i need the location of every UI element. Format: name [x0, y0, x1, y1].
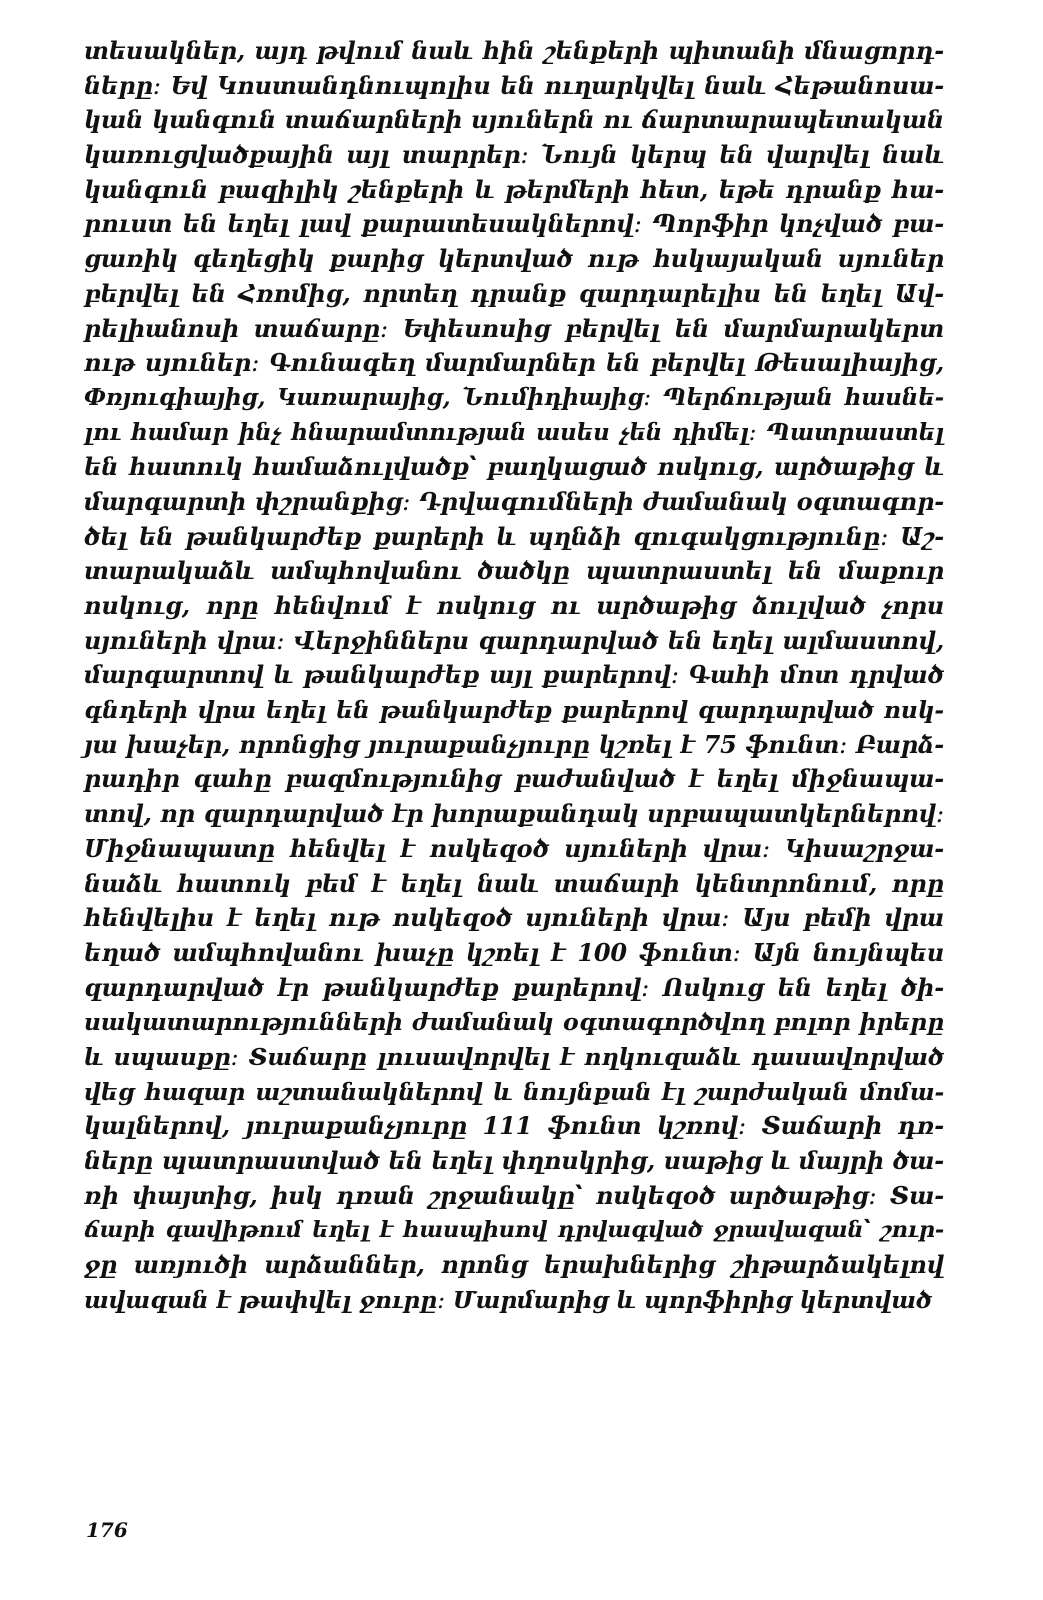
- text-line: կանգուն բազիլիկ շենքերի և թերմերի հետ, եթե դրանք հա-: [84, 174, 944, 204]
- text-line: Փռյուգիայից, Կառարայից, Նումիդիայից։ Պերճության հասնե-: [84, 383, 944, 411]
- text-line: գնդերի վրա եղել են թանկարժեք քարերով զարդարված ոսկ-: [84, 696, 944, 725]
- text-line: և սպասքը։ Տաճարը լուսավորվել է ողկուզաձև դասավորված: [84, 1042, 944, 1071]
- text-line: կառուցվածքային այլ տարրեր։ Նույն կերպ են վարվել նաև: [84, 140, 944, 170]
- text-line: կան կանգուն տաճարների սյուներն ու ճարտարապետական: [84, 105, 944, 135]
- text-line: րադիր գահը բազմությունից բաժանված է եղել միջնապա-: [84, 764, 944, 794]
- text-line: րուստ են եղել լավ քարատեսակներով։ Պորֆիր կոչված բա-: [84, 209, 944, 239]
- text-line: տարակաձև ամպհովանու ծածկը պատրաստել են մաքուր: [84, 556, 944, 586]
- text-line: են հատուկ համաձուլվածք՝ բաղկացած ոսկուց, արծաթից և: [84, 452, 944, 482]
- text-line: հենվելիս է եղել ութ ոսկեզօծ սյուների վրա։ Այս բեմի վրա: [84, 903, 944, 933]
- text-line: լու համար ինչ հնարամտության ասես չեն դիմել։ Պատրաստել: [84, 418, 944, 446]
- text-line: եղած ամպհովանու խաչը կշռել է 100 ֆունտ։ Այն նույնպես: [84, 937, 944, 967]
- text-line: Միջնապատը հենվել է ոսկեզօծ սյուների վրա։ Կիսաշրջա-: [84, 833, 944, 863]
- text-line: մարգարտով և թանկարժեք այլ քարերով։ Գահի մոտ դրված: [84, 660, 944, 690]
- text-line: սյուների վրա։ Վերջիններս զարդարված են եղել ալմաստով,: [84, 625, 944, 655]
- text-line: բերվել են Հռոմից, որտեղ դրանք զարդարելիս են եղել Ավ-: [84, 278, 944, 308]
- page-number: 176: [86, 1518, 128, 1542]
- text-line: կալներով, յուրաքանչյուրը 111 ֆունտ կշռով։ Տաճարի դռ-: [84, 1111, 944, 1141]
- text-line: զարդարված էր թանկարժեք քարերով։ Ոսկուց են եղել ծի-: [84, 972, 944, 1002]
- text-line: տով, որ զարդարված էր խորաքանդակ սրբապատկերներով։: [84, 799, 944, 829]
- text-line: մարգարտի փշրանքից։ Դրվագումների ժամանակ օգտագոր-: [84, 486, 944, 516]
- text-line: ռի փայտից, իսկ դռան շրջանակը՝ ոսկեզօծ արծաթից։ Տա-: [84, 1180, 944, 1210]
- text-line: ցառիկ գեղեցիկ քարից կերտված ութ հսկայական սյուներ: [84, 244, 944, 274]
- text-line: ծել են թանկարժեք քարերի և պղնձի զուգակցությունը։ Աշ-: [84, 521, 944, 551]
- text-line: յա խաչեր, որոնցից յուրաքանչյուրը կշռել է 75 ֆունտ։ Բարձ-: [84, 729, 944, 759]
- text-line: վեց հազար աշտանակներով և նույնքան էլ շարժական մոմա-: [84, 1077, 944, 1106]
- text-line: ոսկուց, որը հենվում է ոսկուց ու արծաթից ձուլված չորս: [84, 591, 944, 620]
- text-line: ութ սյուներ։ Գունագեղ մարմարներ են բերվել Թեսալիայից,: [84, 348, 944, 378]
- text-line: նաձև հատուկ բեմ է եղել նաև տաճարի կենտրոնում, որը: [84, 868, 944, 898]
- text-body: [84, 34, 944, 1317]
- text-line: տեսակներ, այդ թվում նաև հին շենքերի պիտանի մնացորդ-: [84, 36, 944, 65]
- text-line: սակատարությունների ժամանակ օգտագործվող բոլոր իրերը: [84, 1008, 944, 1037]
- text-line: րելիանոսի տաճարը։ Եփեսոսից բերվել են մարմարակերտ: [84, 313, 944, 343]
- text-line: ջը առյուծի արձաններ, որոնց երախներից շիթարձակելով: [84, 1250, 944, 1280]
- text-line: ճարի գավիթում եղել է հասպիսով դրվագված ջրավազան՝ շուր-: [84, 1217, 944, 1244]
- text-line: ները պատրաստված են եղել փղոսկրից, սաթից և մայրի ծա-: [84, 1146, 944, 1175]
- text-line: ները։ Եվ Կոստանդնուպոլիս են ուղարկվել նաև Հեթանոսա-: [84, 70, 944, 100]
- text-line: ավազան է թափվել ջուրը։ Մարմարից և պորֆիրից կերտված: [84, 1285, 932, 1314]
